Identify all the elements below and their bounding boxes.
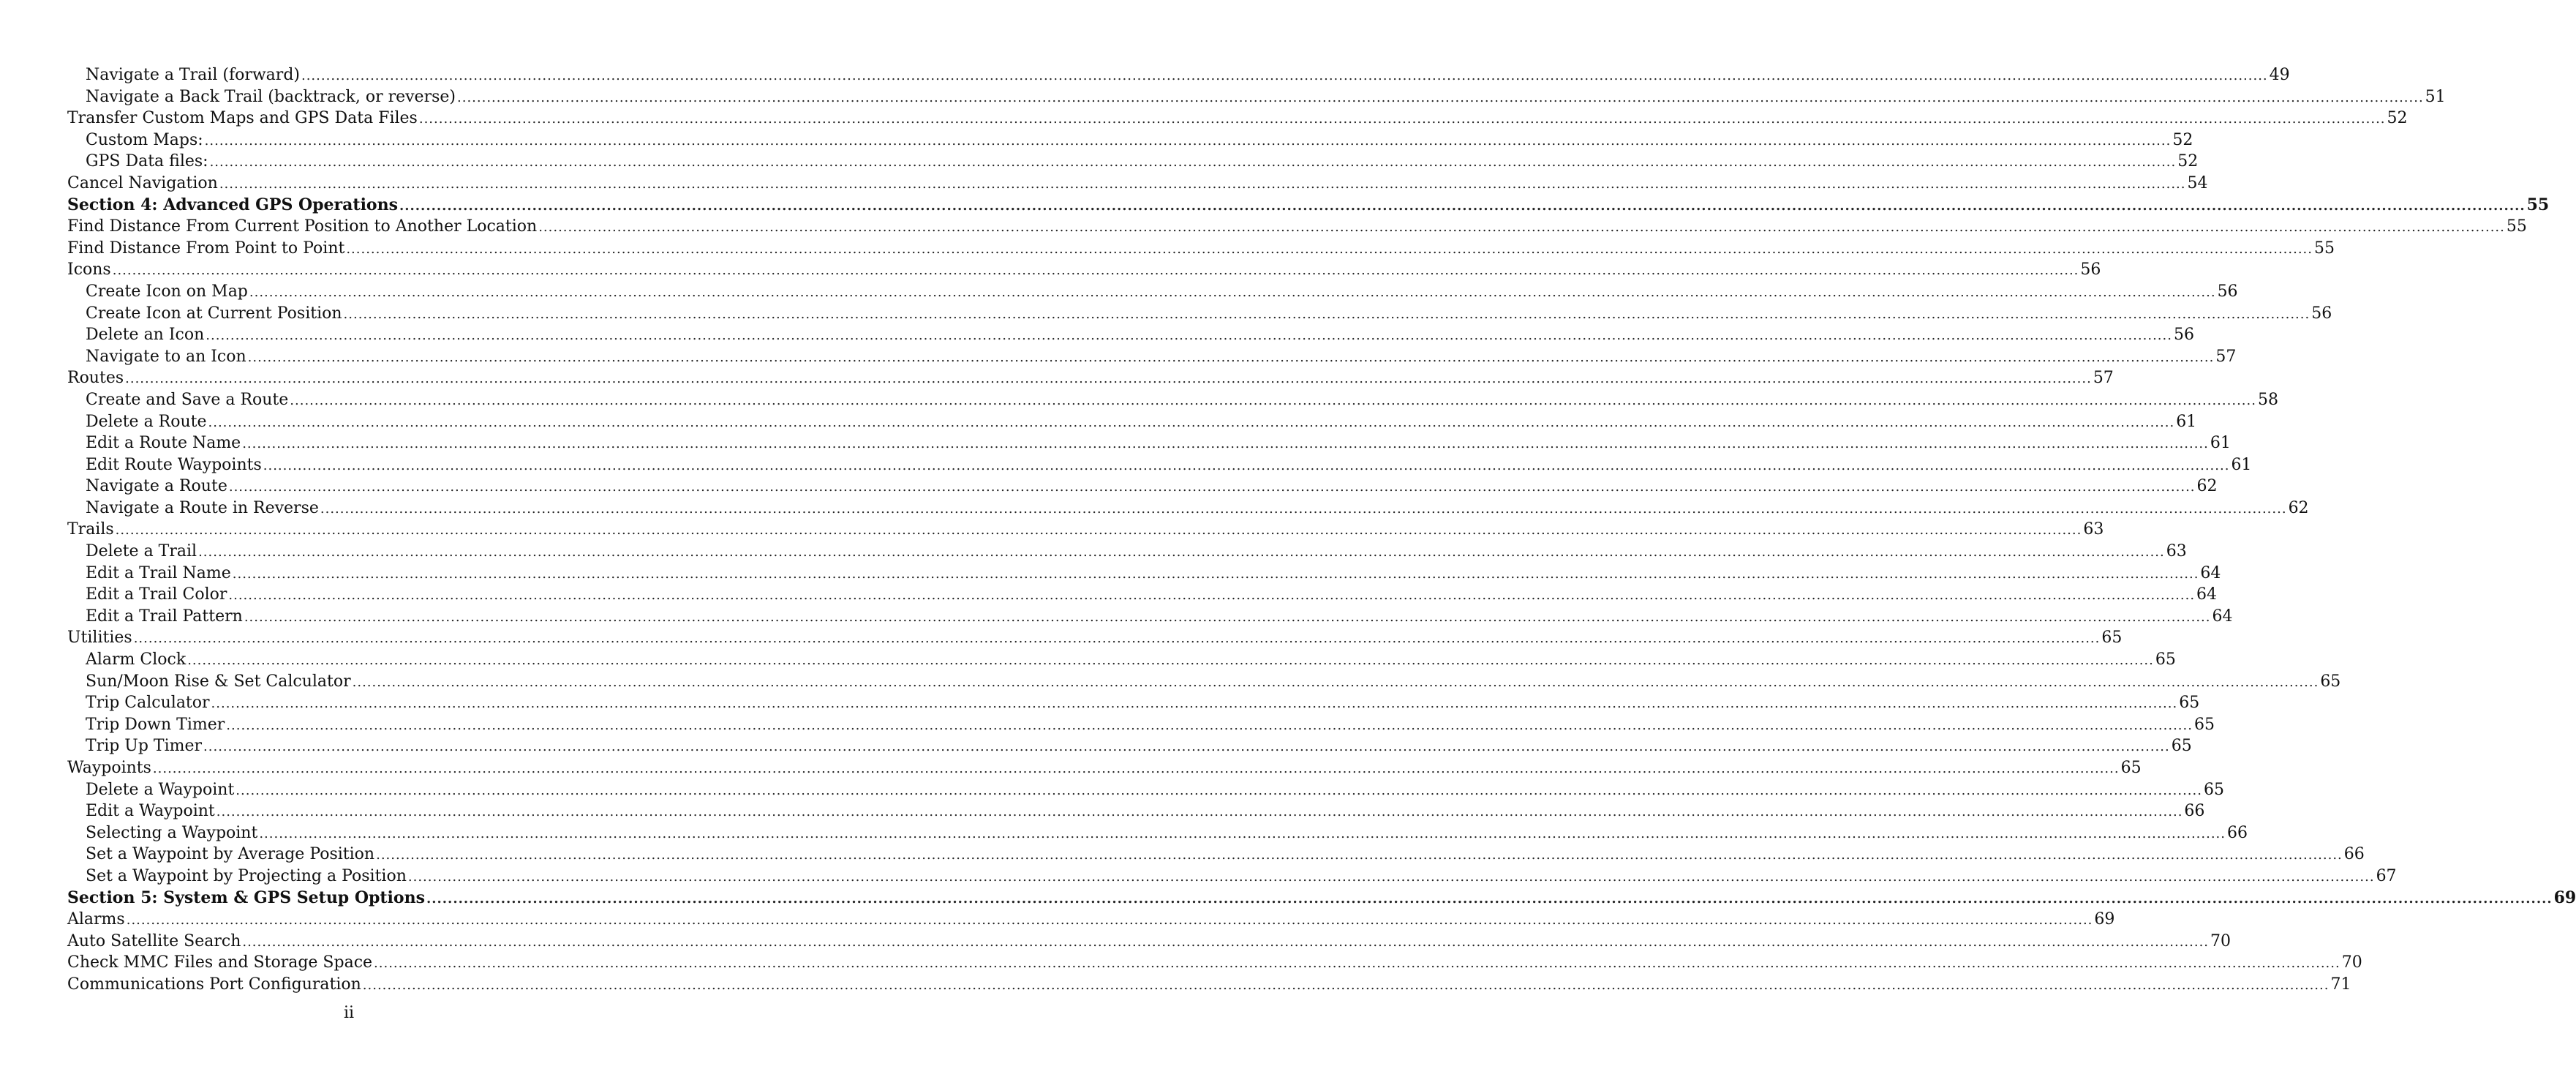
toc-entry-page: 65 [2203,780,2224,799]
toc-section-heading[interactable] [67,195,2550,217]
toc-entry-page: 63 [2166,542,2187,561]
toc-entry-title: Sun/Moon Rise & Set Calculator [86,672,351,691]
toc-entry[interactable] [67,411,2197,433]
toc-entry-page: 65 [2193,715,2215,734]
toc-entry[interactable] [67,303,2332,325]
toc-entry[interactable] [67,757,2142,779]
toc-entry-page: 69 [2553,888,2576,907]
toc-entry-title: Find Distance From Point to Point [67,239,345,258]
toc-entry-title: Edit a Trail Pattern [86,607,243,626]
toc-entry-title: Trip Up Timer [86,737,203,756]
toc-entry-title: Section 4: Advanced GPS Operations [67,195,398,214]
toc-entry[interactable] [67,389,2278,411]
toc-entry-title: Edit a Trail Name [86,563,231,582]
toc-entry[interactable] [67,173,2208,195]
toc-entry-title: Navigate a Route in Reverse [86,498,319,517]
toc-entry-title: Selecting a Waypoint [86,823,258,842]
toc-entry-title: Check MMC Files and Storage Space [67,953,373,972]
toc-entry[interactable] [67,952,2362,974]
toc-entry-title: Trip Calculator [86,694,210,713]
toc-entry-title: Navigate a Trail (forward) [86,66,300,84]
toc-entry-page: 65 [2155,650,2176,669]
toc-entry-page: 64 [2212,607,2233,626]
toc-entry-title: Alarms [67,910,125,929]
toc-entry-title: Delete an Icon [86,326,205,345]
toc-entry-title: Transfer Custom Maps and GPS Data Files [67,109,418,128]
dot-leader: ................................................................................................................................................................................................................................................................................................................................................................................................................ [216,804,2183,820]
dot-leader: ................................................................................................................................................................................................................................................................................................................................................................................................................ [209,154,2177,170]
dot-leader: ................................................................................................................................................................................................................................................................................................................................................................................................................ [236,782,2202,798]
toc-entry-title: GPS Data files: [86,152,208,171]
toc-entry-title: Icons [67,260,111,279]
toc-entry[interactable] [67,281,2238,303]
toc-entry-page: 65 [2179,694,2200,713]
page-number: ii [343,1004,355,1022]
dot-leader: ................................................................................................................................................................................................................................................................................................................................................................................................................ [301,68,2268,83]
toc-entry-title: Edit a Route Name [86,434,241,453]
toc-entry-page: 65 [2171,737,2192,756]
toc-entry[interactable] [67,151,2199,173]
toc-entry[interactable] [67,606,2233,628]
toc-entry-page: 55 [2506,217,2527,236]
dot-leader: ................................................................................................................................................................................................................................................................................................................................................................................................................ [244,609,2211,625]
toc-section-heading[interactable] [67,888,2576,909]
toc-entry-title: Auto Satellite Search [67,931,241,950]
toc-entry-title: Set a Waypoint by Projecting a Position [86,866,407,885]
toc-entry-title: Trails [67,520,114,539]
dot-leader: ................................................................................................................................................................................................................................................................................................................................................................................................................ [538,220,2505,236]
toc-entry-page: 55 [2526,195,2550,214]
toc-entry[interactable] [67,866,2397,888]
dot-leader: ................................................................................................................................................................................................................................................................................................................................................................................................................ [226,717,2193,733]
dot-leader: ................................................................................................................................................................................................................................................................................................................................................................................................................ [112,263,2079,279]
dot-leader: ................................................................................................................................................................................................................................................................................................................................................................................................................ [152,761,2120,776]
toc-entry[interactable] [67,64,2290,86]
dot-leader: ................................................................................................................................................................................................................................................................................................................................................................................................................ [407,868,2375,885]
toc-entry-page: 70 [2210,931,2232,950]
toc-entry-page: 67 [2376,866,2397,885]
toc-entry-title: Edit a Trail Color [86,585,227,604]
dot-leader: ................................................................................................................................................................................................................................................................................................................................................................................................................ [115,522,2082,539]
toc-entry[interactable] [67,649,2176,671]
toc-entry[interactable] [67,671,2341,693]
toc-entry-title: Create Icon on Map [86,282,248,301]
dot-leader: ................................................................................................................................................................................................................................................................................................................................................................................................................ [187,653,2154,669]
toc-entry[interactable] [67,735,2192,757]
toc-entry-title: Routes [67,369,124,388]
toc-entry-page: 55 [2314,239,2335,258]
toc-entry[interactable] [67,844,2365,866]
toc-entry[interactable] [67,324,2194,346]
toc-entry[interactable] [67,454,2252,476]
table-of-contents [67,64,2576,996]
dot-leader: ................................................................................................................................................................................................................................................................................................................................................................................................................ [208,414,2175,430]
toc-entry[interactable] [67,627,2123,649]
toc-entry-title: Delete a Waypoint [86,780,235,799]
toc-entry-title: Find Distance From Current Position to Another Location [67,217,538,236]
toc-entry[interactable] [67,432,2231,454]
toc-entry-title: Edit Route Waypoints [86,455,262,474]
toc-entry-page: 66 [2184,802,2205,821]
toc-entry-page: 66 [2343,845,2365,864]
toc-entry[interactable] [67,563,2221,585]
dot-leader: ................................................................................................................................................................................................................................................................................................................................................................................................................ [320,500,2287,517]
toc-entry-page: 49 [2269,66,2290,84]
toc-entry-title: Custom Maps: [86,130,203,149]
toc-entry[interactable] [67,216,2527,238]
dot-leader: ................................................................................................................................................................................................................................................................................................................................................................................................................ [228,588,2196,604]
toc-entry-page: 56 [2217,282,2238,301]
dot-leader: ................................................................................................................................................................................................................................................................................................................................................................................................................ [206,328,2172,344]
toc-entry[interactable] [67,130,2193,151]
toc-entry[interactable] [67,346,2237,368]
toc-entry-page: 65 [2320,672,2341,691]
toc-entry-page: 57 [2215,347,2237,366]
toc-entry-page: 57 [2093,369,2114,388]
toc-entry[interactable] [67,974,2351,996]
toc-entry[interactable] [67,519,2104,541]
toc-entry-title: Waypoints [67,759,151,777]
toc-entry[interactable] [67,909,2115,931]
toc-entry-page: 64 [2196,585,2218,604]
toc-entry[interactable] [67,498,2309,519]
dot-leader: ................................................................................................................................................................................................................................................................................................................................................................................................................ [133,631,2101,647]
dot-leader: ................................................................................................................................................................................................................................................................................................................................................................................................................ [249,284,2216,300]
toc-entry-title: Edit a Waypoint [86,802,215,821]
dot-leader: ................................................................................................................................................................................................................................................................................................................................................................................................................ [352,674,2319,690]
toc-entry-page: 61 [2176,412,2197,431]
toc-entry-title: Set a Waypoint by Average Position [86,845,375,864]
toc-entry-title: Alarm Clock [86,650,187,669]
dot-leader: ................................................................................................................................................................................................................................................................................................................................................................................................................ [125,371,2092,387]
toc-entry-page: 51 [2425,87,2446,106]
toc-entry-page: 52 [2387,109,2408,128]
toc-entry[interactable] [67,108,2408,130]
toc-entry[interactable] [67,476,2218,498]
dot-leader: ................................................................................................................................................................................................................................................................................................................................................................................................................ [346,241,2313,257]
toc-entry[interactable] [67,584,2218,606]
toc-entry-title: Navigate to an Icon [86,347,246,366]
toc-entry[interactable] [67,779,2224,801]
toc-entry-title: Trip Down Timer [86,715,225,734]
dot-leader: ................................................................................................................................................................................................................................................................................................................................................................................................................ [242,934,2210,950]
toc-entry[interactable] [67,541,2187,563]
toc-entry-page: 52 [2177,152,2199,171]
dot-leader: ................................................................................................................................................................................................................................................................................................................................................................................................................ [259,825,2226,841]
toc-entry-page: 62 [2288,498,2309,517]
toc-entry-page: 65 [2101,629,2123,648]
toc-entry-page: 61 [2210,434,2231,453]
toc-entry[interactable] [67,800,2205,822]
dot-leader: ................................................................................................................................................................................................................................................................................................................................................................................................................ [126,912,2093,928]
toc-entry-page: 56 [2080,260,2101,279]
dot-leader: ................................................................................................................................................................................................................................................................................................................................................................................................................ [219,176,2186,192]
dot-leader: ................................................................................................................................................................................................................................................................................................................................................................................................................ [457,89,2424,105]
toc-entry-title: Navigate a Route [86,477,227,496]
dot-leader: ................................................................................................................................................................................................................................................................................................................................................................................................................ [426,890,2553,907]
toc-entry-title: Create Icon at Current Position [86,304,342,323]
dot-leader: ................................................................................................................................................................................................................................................................................................................................................................................................................ [263,457,2230,473]
dot-leader: ................................................................................................................................................................................................................................................................................................................................................................................................................ [343,306,2311,322]
dot-leader: ................................................................................................................................................................................................................................................................................................................................................................................................................ [418,111,2386,127]
toc-entry-page: 58 [2257,390,2278,409]
toc-entry[interactable] [67,86,2446,108]
toc-entry-title: Delete a Route [86,412,207,431]
dot-leader: ................................................................................................................................................................................................................................................................................................................................................................................................................ [232,566,2199,582]
toc-entry-page: 62 [2196,477,2218,496]
toc-entry-page: 71 [2330,975,2351,994]
toc-entry[interactable] [67,259,2101,281]
dot-leader: ................................................................................................................................................................................................................................................................................................................................................................................................................ [362,977,2330,993]
toc-entry[interactable] [67,367,2114,389]
toc-entry[interactable] [67,931,2232,953]
dot-leader: ................................................................................................................................................................................................................................................................................................................................................................................................................ [198,544,2165,560]
toc-entry-page: 66 [2227,823,2248,842]
dot-leader: ................................................................................................................................................................................................................................................................................................................................................................................................................ [228,479,2196,495]
toc-entry-title: Utilities [67,629,132,648]
toc-entry-title: Section 5: System & GPS Setup Options [67,888,425,907]
toc-entry-page: 54 [2187,173,2208,192]
toc-entry-page: 52 [2172,130,2193,149]
dot-leader: ................................................................................................................................................................................................................................................................................................................................................................................................................ [204,132,2172,149]
toc-entry-page: 56 [2173,326,2194,345]
toc-entry[interactable] [67,822,2248,844]
toc-entry[interactable] [67,238,2335,260]
toc-entry-page: 70 [2341,953,2362,972]
dot-leader: ................................................................................................................................................................................................................................................................................................................................................................................................................ [376,847,2343,863]
toc-entry-title: Navigate a Back Trail (backtrack, or reverse) [86,87,456,106]
toc-entry-title: Communications Port Configuration [67,975,361,994]
dot-leader: ................................................................................................................................................................................................................................................................................................................................................................................................................ [247,349,2215,365]
toc-entry-page: 65 [2120,759,2142,777]
dot-leader: ................................................................................................................................................................................................................................................................................................................................................................................................................ [374,956,2340,972]
toc-entry-title: Delete a Trail [86,542,197,561]
toc-entry-page: 61 [2231,455,2252,474]
toc-entry-page: 63 [2083,520,2104,539]
dot-leader: ................................................................................................................................................................................................................................................................................................................................................................................................................ [203,739,2170,755]
dot-leader: ................................................................................................................................................................................................................................................................................................................................................................................................................ [242,436,2209,452]
toc-entry-title: Cancel Navigation [67,173,218,192]
dot-leader: ................................................................................................................................................................................................................................................................................................................................................................................................................ [290,392,2256,408]
dot-leader: ................................................................................................................................................................................................................................................................................................................................................................................................................ [211,696,2178,712]
toc-entry-title: Create and Save a Route [86,390,289,409]
toc-entry-page: 69 [2094,910,2115,929]
toc-entry[interactable] [67,714,2215,736]
dot-leader: ................................................................................................................................................................................................................................................................................................................................................................................................................ [399,198,2526,214]
toc-entry-page: 64 [2200,563,2221,582]
toc-entry[interactable] [67,692,2200,714]
toc-entry-page: 56 [2311,304,2332,323]
